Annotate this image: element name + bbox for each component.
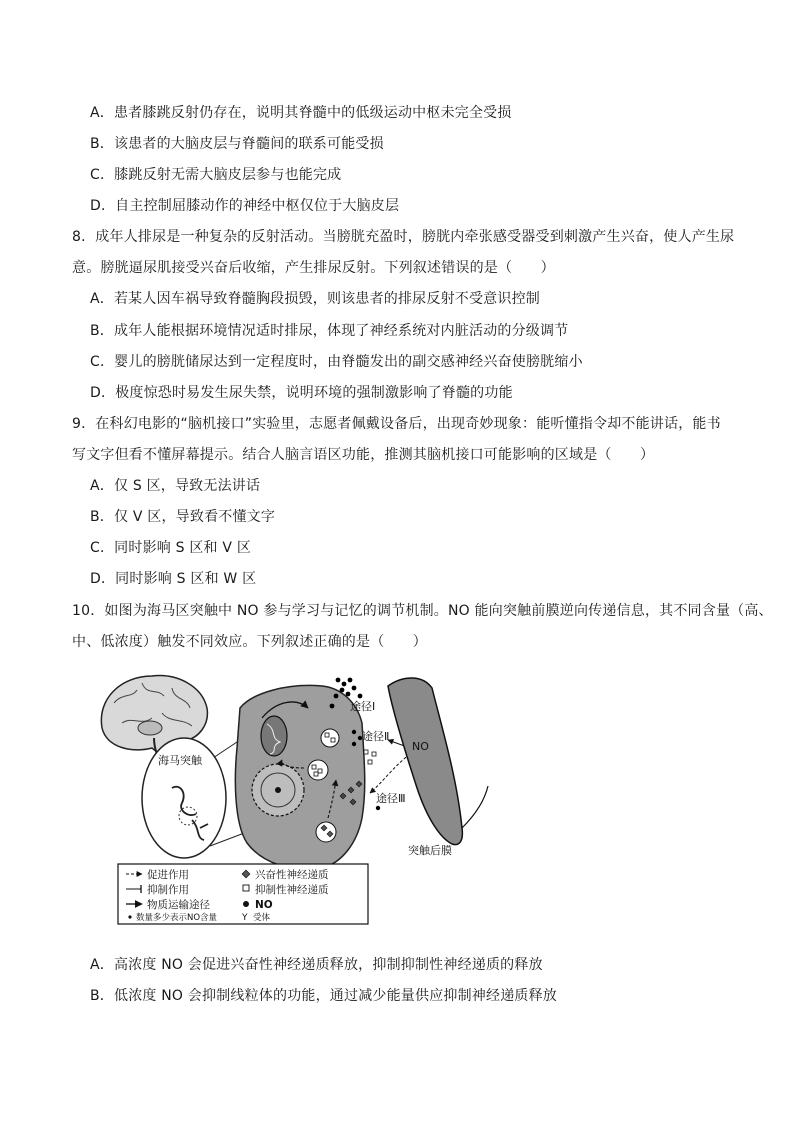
q7-option-b: B．该患者的大脑皮层与脊髓间的联系可能受损	[90, 136, 384, 152]
q8-option-b: B．成年人能根据环境情况适时排尿，体现了神经系统对内脏活动的分级调节	[90, 323, 569, 339]
legend-receptor: 受体	[253, 913, 271, 923]
q7-option-d: D．自主控制屈膝动作的神经中枢仅位于大脑皮层	[90, 198, 400, 214]
q10-option-b: B．低浓度 NO 会抑制线粒体的功能，通过减少能量供应抑制神经递质释放	[90, 988, 557, 1004]
pathway-3-label: 途径Ⅲ	[376, 792, 406, 805]
legend-promote: 促进作用	[147, 869, 189, 881]
synapse-diagram	[92, 668, 502, 930]
q8-option-d: D．极度惊恐时易发生尿失禁，说明环境的强制激影响了脊髓的功能	[90, 385, 513, 401]
legend-inhibit: 抑制作用	[147, 884, 189, 896]
q8-stem-line1: 8．成年人排尿是一种复杂的反射活动。当膀胱充盈时，膀胱内牵张感受器受到刺激产生兴奋，使人产生尿	[72, 229, 735, 245]
q10-stem-line2: 中、低浓度）触发不同效应。下列叙述正确的是（ ）	[72, 634, 427, 650]
legend-no: NO	[255, 899, 273, 911]
legend-amount-note: 数量多少表示NO含量	[136, 913, 218, 923]
postsynaptic-membrane-label: 突触后膜	[408, 844, 452, 857]
q7-option-c: C．膝跳反射无需大脑皮层参与也能完成	[90, 167, 342, 183]
legend-transport: 物质运输途径	[147, 899, 210, 911]
receptor-icon: Y	[242, 913, 248, 923]
pathway-2-label: 途径Ⅱ	[362, 730, 390, 743]
legend-inhibitory: 抑制性神经递质	[255, 884, 329, 896]
q8-option-a: A．若某人因车祸导致脊髓胸段损毁，则该患者的排尿反射不受意识控制	[90, 291, 540, 307]
q8-stem-line2: 意。膀胱逼尿肌接受兴奋后收缩，产生排尿反射。下列叙述错误的是（ ）	[72, 260, 555, 276]
q9-option-c: C．同时影响 S 区和 V 区	[90, 540, 252, 556]
no-label: NO	[412, 740, 429, 753]
q9-option-b: B．仅 V 区，导致看不懂文字	[90, 509, 276, 525]
q8-option-c: C．婴儿的膀胱储尿达到一定程度时，由脊髓发出的副交感神经兴奋使膀胱缩小	[90, 354, 583, 370]
q9-stem-line2: 写文字但看不懂屏幕提示。结合人脑言语区功能，推测其脑机接口可能影响的区域是（ ）	[72, 447, 655, 463]
q7-option-a: A．患者膝跳反射仍存在，说明其脊髓中的低级运动中枢未完全受损	[90, 105, 512, 121]
hippocampus-synapse-label: 海马突触	[158, 754, 202, 767]
postsynaptic-membrane	[388, 678, 462, 845]
pathway-1-label: 途径Ⅰ	[350, 700, 376, 713]
q10-option-a: A．高浓度 NO 会促进兴奋性神经递质释放，抑制抑制性神经递质的释放	[90, 957, 543, 973]
q9-stem-line1: 9．在科幻电影的“脑机接口”实验里，志愿者佩戴设备后，出现奇妙现象：能听懂指令却不能讲话，能书	[72, 416, 721, 432]
q9-option-d: D．同时影响 S 区和 W 区	[90, 571, 257, 587]
q10-stem-line1: 10．如图为海马区突触中 NO 参与学习与记忆的调节机制。NO 能向突触前膜逆向传递信息，其不同含量（高、	[72, 603, 773, 619]
legend-excitatory: 兴奋性神经递质	[255, 869, 329, 881]
q9-option-a: A．仅 S 区，导致无法讲话	[90, 478, 261, 494]
